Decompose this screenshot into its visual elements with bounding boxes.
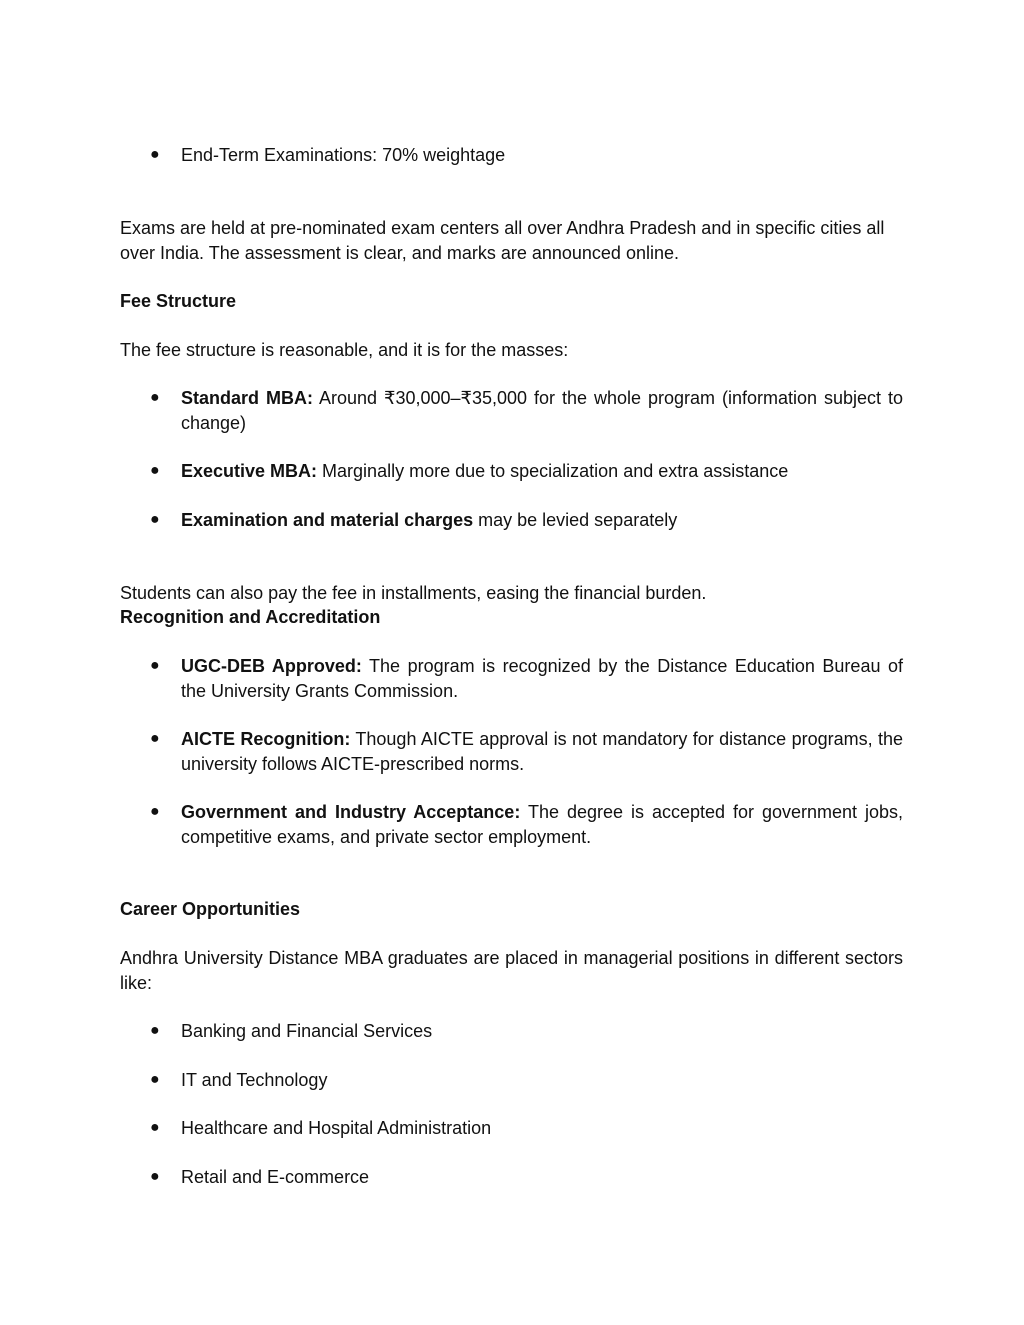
bullet-icon: ● bbox=[150, 657, 160, 674]
recognition-item-aicte bbox=[150, 727, 903, 776]
bullet-icon: ● bbox=[150, 730, 160, 747]
bullet-icon: ● bbox=[150, 803, 160, 820]
recognition-item-label: Government and Industry Acceptance: bbox=[181, 802, 521, 822]
list-item-text: End-Term Examinations: 70% weightage bbox=[181, 145, 506, 165]
fee-item-text bbox=[181, 386, 903, 435]
fee-item-label: Standard MBA: bbox=[181, 388, 313, 408]
fee-item-detail: Marginally more due to specialization and extra assistance bbox=[317, 461, 789, 481]
fee-structure-heading: Fee Structure bbox=[120, 291, 237, 311]
fee-item-detail: Around ₹30,000–₹35,000 for the whole program (information subject to change) bbox=[181, 388, 904, 433]
recognition-item-text bbox=[181, 800, 903, 849]
bullet-icon: ● bbox=[150, 462, 160, 479]
career-item-text: IT and Technology bbox=[181, 1070, 328, 1090]
fee-item-detail: may be levied separately bbox=[473, 510, 678, 530]
recognition-item-detail: Though AICTE approval is not mandatory for distance programs, the university follows AICTE-prescribed norms. bbox=[181, 729, 903, 774]
career-item-retail bbox=[150, 1165, 903, 1190]
recognition-item-text bbox=[181, 654, 903, 703]
fee-structure-intro: The fee structure is reasonable, and it is for the masses: bbox=[120, 340, 569, 360]
career-heading: Career Opportunities bbox=[120, 899, 301, 919]
installments-note: Students can also pay the fee in installments, easing the financial burden. bbox=[120, 583, 707, 603]
career-item-text: Healthcare and Hospital Administration bbox=[181, 1118, 492, 1138]
recognition-item-ugc bbox=[150, 654, 903, 703]
exam-centers-paragraph: Exams are held at pre-nominated exam centers all over Andhra Pradesh and in specific cities all over India. The assessment is clear, and marks are announced online. bbox=[120, 218, 885, 263]
recognition-item-government bbox=[150, 800, 903, 849]
fee-item-text bbox=[181, 508, 903, 533]
bullet-icon: ● bbox=[150, 146, 160, 163]
recognition-item-label: UGC-DEB Approved: bbox=[181, 656, 362, 676]
fee-item-exam-material bbox=[150, 508, 903, 533]
bullet-icon: ● bbox=[150, 1071, 160, 1088]
fee-item-label: Examination and material charges bbox=[181, 510, 474, 530]
list-item-end-term bbox=[150, 143, 903, 168]
career-item-text: Banking and Financial Services bbox=[181, 1021, 433, 1041]
bullet-icon: ● bbox=[150, 1022, 160, 1039]
bullet-icon: ● bbox=[150, 1168, 160, 1185]
fee-item-standard-mba bbox=[150, 386, 903, 435]
recognition-item-label: AICTE Recognition: bbox=[181, 729, 351, 749]
career-intro: Andhra University Distance MBA graduates are placed in managerial positions in different sectors like: bbox=[120, 948, 903, 993]
bullet-icon: ● bbox=[150, 1119, 160, 1136]
career-item-banking bbox=[150, 1019, 903, 1044]
fee-item-text bbox=[181, 459, 903, 484]
career-item-text: Retail and E-commerce bbox=[181, 1167, 370, 1187]
fee-item-label: Executive MBA: bbox=[181, 461, 318, 481]
career-item-healthcare bbox=[150, 1116, 903, 1141]
fee-item-executive-mba bbox=[150, 459, 903, 484]
recognition-item-detail: The program is recognized by the Distance Education Bureau of the University Grants Commission. bbox=[181, 656, 903, 701]
bullet-icon: ● bbox=[150, 389, 160, 406]
career-item-it bbox=[150, 1068, 903, 1093]
recognition-item-text bbox=[181, 727, 903, 776]
recognition-item-detail: The degree is accepted for government jobs, competitive exams, and private sector employment. bbox=[181, 802, 903, 847]
recognition-heading: Recognition and Accreditation bbox=[120, 607, 381, 627]
bullet-icon: ● bbox=[150, 511, 160, 528]
